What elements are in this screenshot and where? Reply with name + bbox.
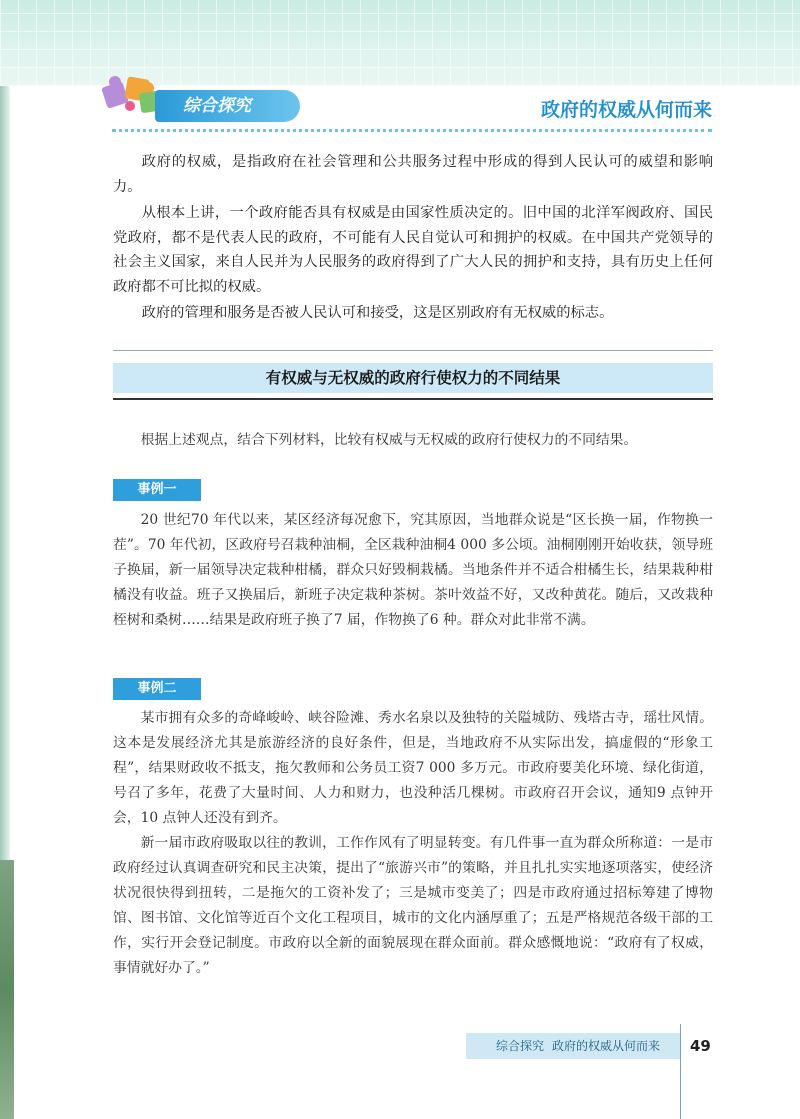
case-paragraph: 某市拥有众多的奇峰峻岭、峡谷险滩、秀水名泉以及独特的关隘城防、残塔古寺，瑶壮风情。这本是发展经济尤其是旅游经济的良好条件，但是，当地政府不从实际出发，搞虚假的“形象工程”，结果财政收不抵支，拖欠教师和公务员工资7 000 多万元。市政府要美化环境、绿化街道，号召了多年，花费了大量时间、人力和财力，也没种活几棵树。市政府召开会议，通知9 点钟开会，10 点钟人还没有到齐。 bbox=[113, 710, 713, 826]
page-number: 49 bbox=[690, 1037, 711, 1055]
section-title: 有权威与无权威的政府行使权力的不同结果 bbox=[113, 363, 713, 393]
case-one-body bbox=[113, 508, 713, 633]
footer-section: 综合探究 bbox=[496, 1039, 545, 1053]
exercise-prompt: 根据上述观点，结合下列材料，比较有权威与无权威的政府行使权力的不同结果。 bbox=[140, 432, 638, 448]
intro-paragraph: 政府的管理和服务是否被人民认可和接受，这是区别政府有无权威的标志。 bbox=[141, 305, 614, 321]
footer-running-title bbox=[466, 1033, 680, 1059]
case-two-label: 事例二 bbox=[113, 678, 201, 700]
intro-paragraph: 从根本上讲，一个政府能否具有权威是由国家性质决定的。旧中国的北洋军阀政府、国民党政府，都不是代表人民的政府，不可能有人民自觉认可和拥护的权威。在中国共产党领导的社会主义国家，来自人民并为人民服务的政府得到了广大人民的拥护和支持，具有历史上任何政府都不可比拟的权威。 bbox=[113, 205, 713, 295]
case-one-label: 事例一 bbox=[113, 479, 201, 501]
dotted-divider bbox=[112, 129, 712, 132]
case-two-body bbox=[113, 706, 713, 981]
page-title: 政府的权威从何而来 bbox=[540, 99, 712, 121]
footer-divider bbox=[680, 1024, 681, 1119]
case-paragraph: 20 世纪70 年代以来，某区经济每况愈下，究其原因，当地群众说是“区长换一届，作物换一茬”。70 年代初，区政府号召栽种油桐，全区栽种油桐4 000 多公顷。油桐刚刚开始收获，领导班子换届，新一届领导决定栽种柑橘，群众只好毁桐栽橘。当地条件并不适合柑橘生长，结果栽种柑橘没有收益。班子又换届后，新班子决定栽种茶树。茶叶效益不好，又改种黄花。随后，又改栽种桎树和桑树……结果是政府班子换了7 届，作物换了6 种。群众对此非常不满。 bbox=[113, 512, 713, 628]
footer-topic: 政府的权威从何而来 bbox=[552, 1039, 661, 1053]
intro-paragraph: 政府的权威，是指政府在社会管理和公共服务过程中形成的得到人民认可的威望和影响力。 bbox=[113, 154, 713, 195]
section-badge: 综合探究 bbox=[155, 90, 300, 122]
intro-text bbox=[113, 150, 713, 328]
section-divider-top bbox=[113, 350, 713, 351]
case-paragraph: 新一届市政府吸取以往的教训，工作作风有了明显转变。有几件事一直为群众所称道：一是市政府经过认真调查研究和民主决策，提出了“旅游兴市”的策略，并且扎扎实实地逐项落实，使经济状况很快得到扭转，二是拖欠的工资补发了；三是城市变美了；四是市政府通过招标筹建了博物馆、图书馆、文化馆等近百个文化工程项目，城市的文化内涵厚重了；五是严格规范各级干部的工作，实行开会登记制度。市政府以全新的面貌展现在群众面前。群众感慨地说：“政府有了权威，事情就好办了。” bbox=[113, 835, 713, 976]
page-edge-photo bbox=[0, 860, 14, 1119]
section-divider-bottom bbox=[113, 398, 713, 400]
